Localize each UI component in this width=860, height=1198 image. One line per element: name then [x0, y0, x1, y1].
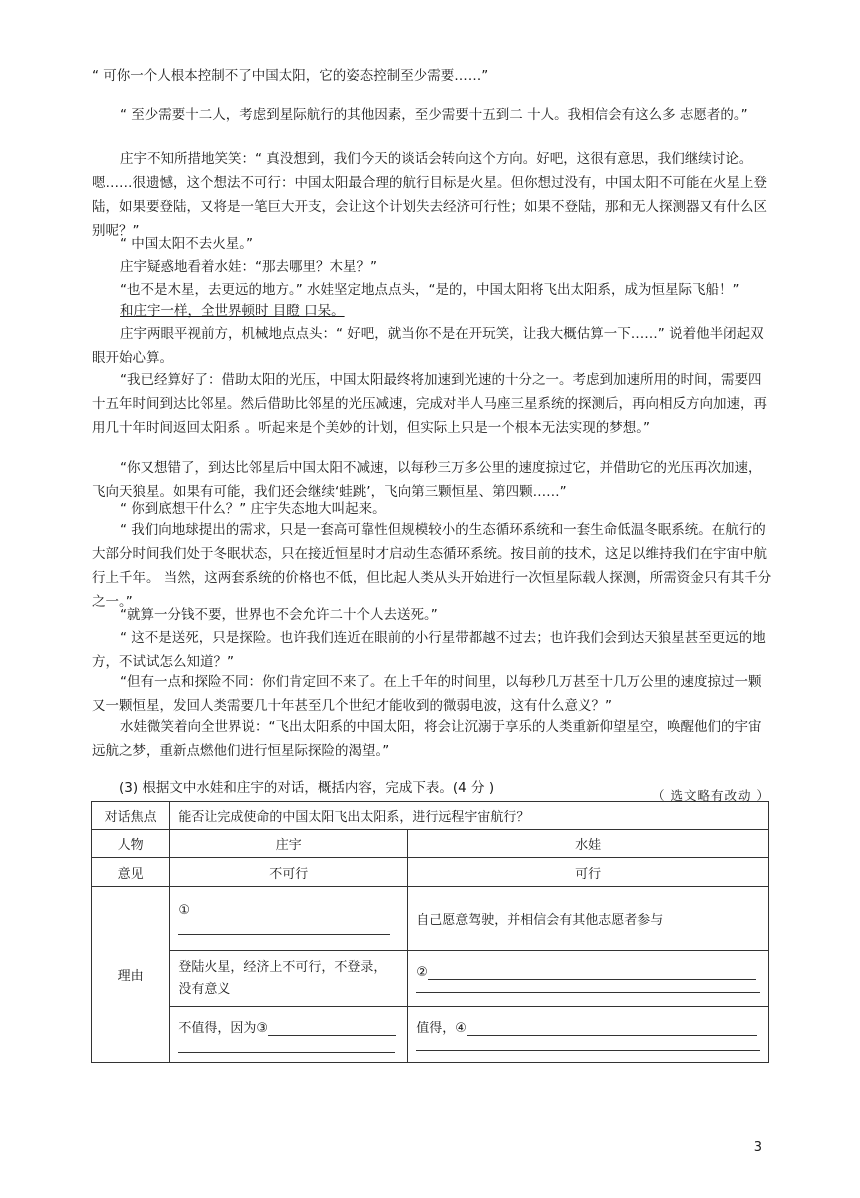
paragraph-9: “我已经算好了：借助太阳的光压，中国太阳最终将加速到光速的十分之一。考虑到加速所用的时间，需要四十五年时间到达比邻星。然后借助比邻星的光压减速，完成对半人马座三星系统的探测后，再向相反方向加速，再用几十年时间返回太阳系 。听起来是个美妙的计划，但实际上只是一个根本无法实现的梦想。”: [92, 372, 767, 436]
paragraph-12: “ 我们向地球提出的需求，只是一套高可靠性但规模较小的生态循环系统和一套生命低温冬眠系统。在航行的大部分时间我们处于冬眠状态，只在接近恒星时才启动生态循环系统。按目前的技术，这足以维持我们在宇宙中航行上千年。 当然，这两套系统的价格也不低，但比起人类从头开始进行一次恒星际载人探测，所需资金只有其千分之一。”: [92, 522, 772, 610]
opinion-label: 意见: [92, 858, 170, 887]
paragraph-7: [92, 299, 772, 323]
paragraph-11: “ 你到底想干什么？” 庄宇失态地大叫起来。: [120, 501, 386, 517]
answer-line-2b: [416, 980, 760, 993]
row-reason-2: [92, 951, 769, 1007]
answer-blank-4[interactable]: [467, 1019, 757, 1036]
paragraph-8: 庄宇两眼平视前方，机械地点点头：“ 好吧，就当你不是在开玩笑，让我大概估算一下……” 说着他半闭起双眼开始心算。: [92, 326, 764, 366]
row-opinion: [92, 858, 769, 887]
paragraph-15: “但有一点和探险不同：你们肯定回不来了。在上千年的时间里，以每秒几万甚至十几万公里的速度掠过一颗又一颗恒星，发回人类需要几十年甚至几个世纪才能收到的微弱电波，这有什么意义？”: [92, 674, 762, 714]
source-note: （ 选文略有改动 ）: [652, 788, 770, 803]
opinion-a: 不可行: [170, 858, 408, 887]
row-focus: [92, 802, 769, 830]
answer-line-4b: [416, 1036, 760, 1051]
reason-3-b: [408, 1007, 769, 1063]
row-person: [92, 830, 769, 858]
focus-text: 能否让完成使命的中国太阳飞出太阳系，进行远程宇宙航行？: [170, 802, 769, 830]
paragraph-2: “ 至少需要十二人，考虑到星际航行的其他因素，至少需要十五到二 十人。我相信会有这么多 志愿者的。”: [120, 107, 748, 123]
answer-blank-3[interactable]: [268, 1019, 396, 1036]
row-reason-3: [92, 1007, 769, 1063]
reason-1-b: 自己愿意驾驶，并相信会有其他志愿者参与: [408, 887, 769, 951]
reason-1-a-text: ①: [178, 902, 190, 918]
person-a: 庄宇: [170, 830, 408, 858]
paragraph-5: 庄宇疑惑地看着水娃：“那去哪里？木星？”: [120, 259, 377, 275]
reason-2-b-text: ②: [416, 965, 428, 980]
page-number: 3: [753, 1140, 762, 1155]
paragraph-13: “就算一分钱不要，世界也不会允许二十个人去送死。”: [120, 607, 438, 623]
answer-line-3b: [178, 1036, 395, 1053]
answer-blank-1[interactable]: [178, 918, 390, 935]
paragraph-16: 水娃微笑着向全世界说：“飞出太阳系的中国太阳，将会让沉溺于享乐的人类重新仰望星空，唤醒他们的宇宙远航之梦，重新点燃他们进行恒星际探险的渴望。”: [92, 719, 762, 759]
reason-2-a: 登陆火星，经济上不可行，不登录，没有意义: [170, 951, 408, 1007]
focus-label: 对话焦点: [92, 802, 170, 830]
reason-label: 理由: [92, 887, 170, 1063]
underlined-sentence: 和庄宇一样，全世界顿时 目瞪 口呆。: [120, 303, 345, 319]
reason-3-b-text: 值得，④: [416, 1021, 467, 1036]
row-reason-1: [92, 887, 769, 951]
question-prompt: (3) 根据文中水娃和庄宇的对话，概括内容，完成下表。(4 分 ): [119, 780, 495, 796]
answer-table: [91, 801, 769, 1063]
answer-blank-2[interactable]: [428, 963, 756, 980]
paragraph-10: “你又想错了，到达比邻星后中国太阳不减速，以每秒三万多公里的速度掠过它，并借助它的光压再次加速，飞向天狼星。如果有可能，我们还会继续‘蛙跳’，飞向第三颗恒星、第四颗……”: [92, 460, 762, 500]
paragraph-6: “也不是木星，去更远的地方。” 水娃坚定地点点头，“是的，中国太阳将飞出太阳系，成为恒星际飞船！”: [120, 282, 740, 298]
person-b: 水娃: [408, 830, 769, 858]
reason-2-b: [408, 951, 769, 1007]
paragraph-3: 庄宇不知所措地笑笑：“ 真没想到，我们今天的谈话会转向这个方向。好吧，这很有意思，我们继续讨论。嗯……很遗憾，这个想法不可行：中国太阳最合理的航行目标是火星。但你想过没有，中国太阳不可能在火星上登陆，如果要登陆，又将是一笔巨大开支，会让这个计划失去经济可行性；如果不登陆，那和无人探测器又有什么区别呢？”: [92, 151, 767, 239]
opinion-b: 可行: [408, 858, 769, 887]
reason-3-a-text: 不值得，因为③: [178, 1021, 268, 1036]
paragraph-4: “ 中国太阳不去火星。”: [120, 236, 254, 252]
paragraph-14: “ 这不是送死，只是探险。也许我们连近在眼前的小行星带都越不过去；也许我们会到达天狼星甚至更远的地方，不试试怎么知道？”: [92, 630, 766, 670]
paragraph-1: “ 可你一个人根本控制不了中国太阳，它的姿态控制至少需要……”: [92, 68, 489, 84]
person-label: 人物: [92, 830, 170, 858]
reason-1-a: [170, 887, 408, 951]
reason-3-a: [170, 1007, 408, 1063]
